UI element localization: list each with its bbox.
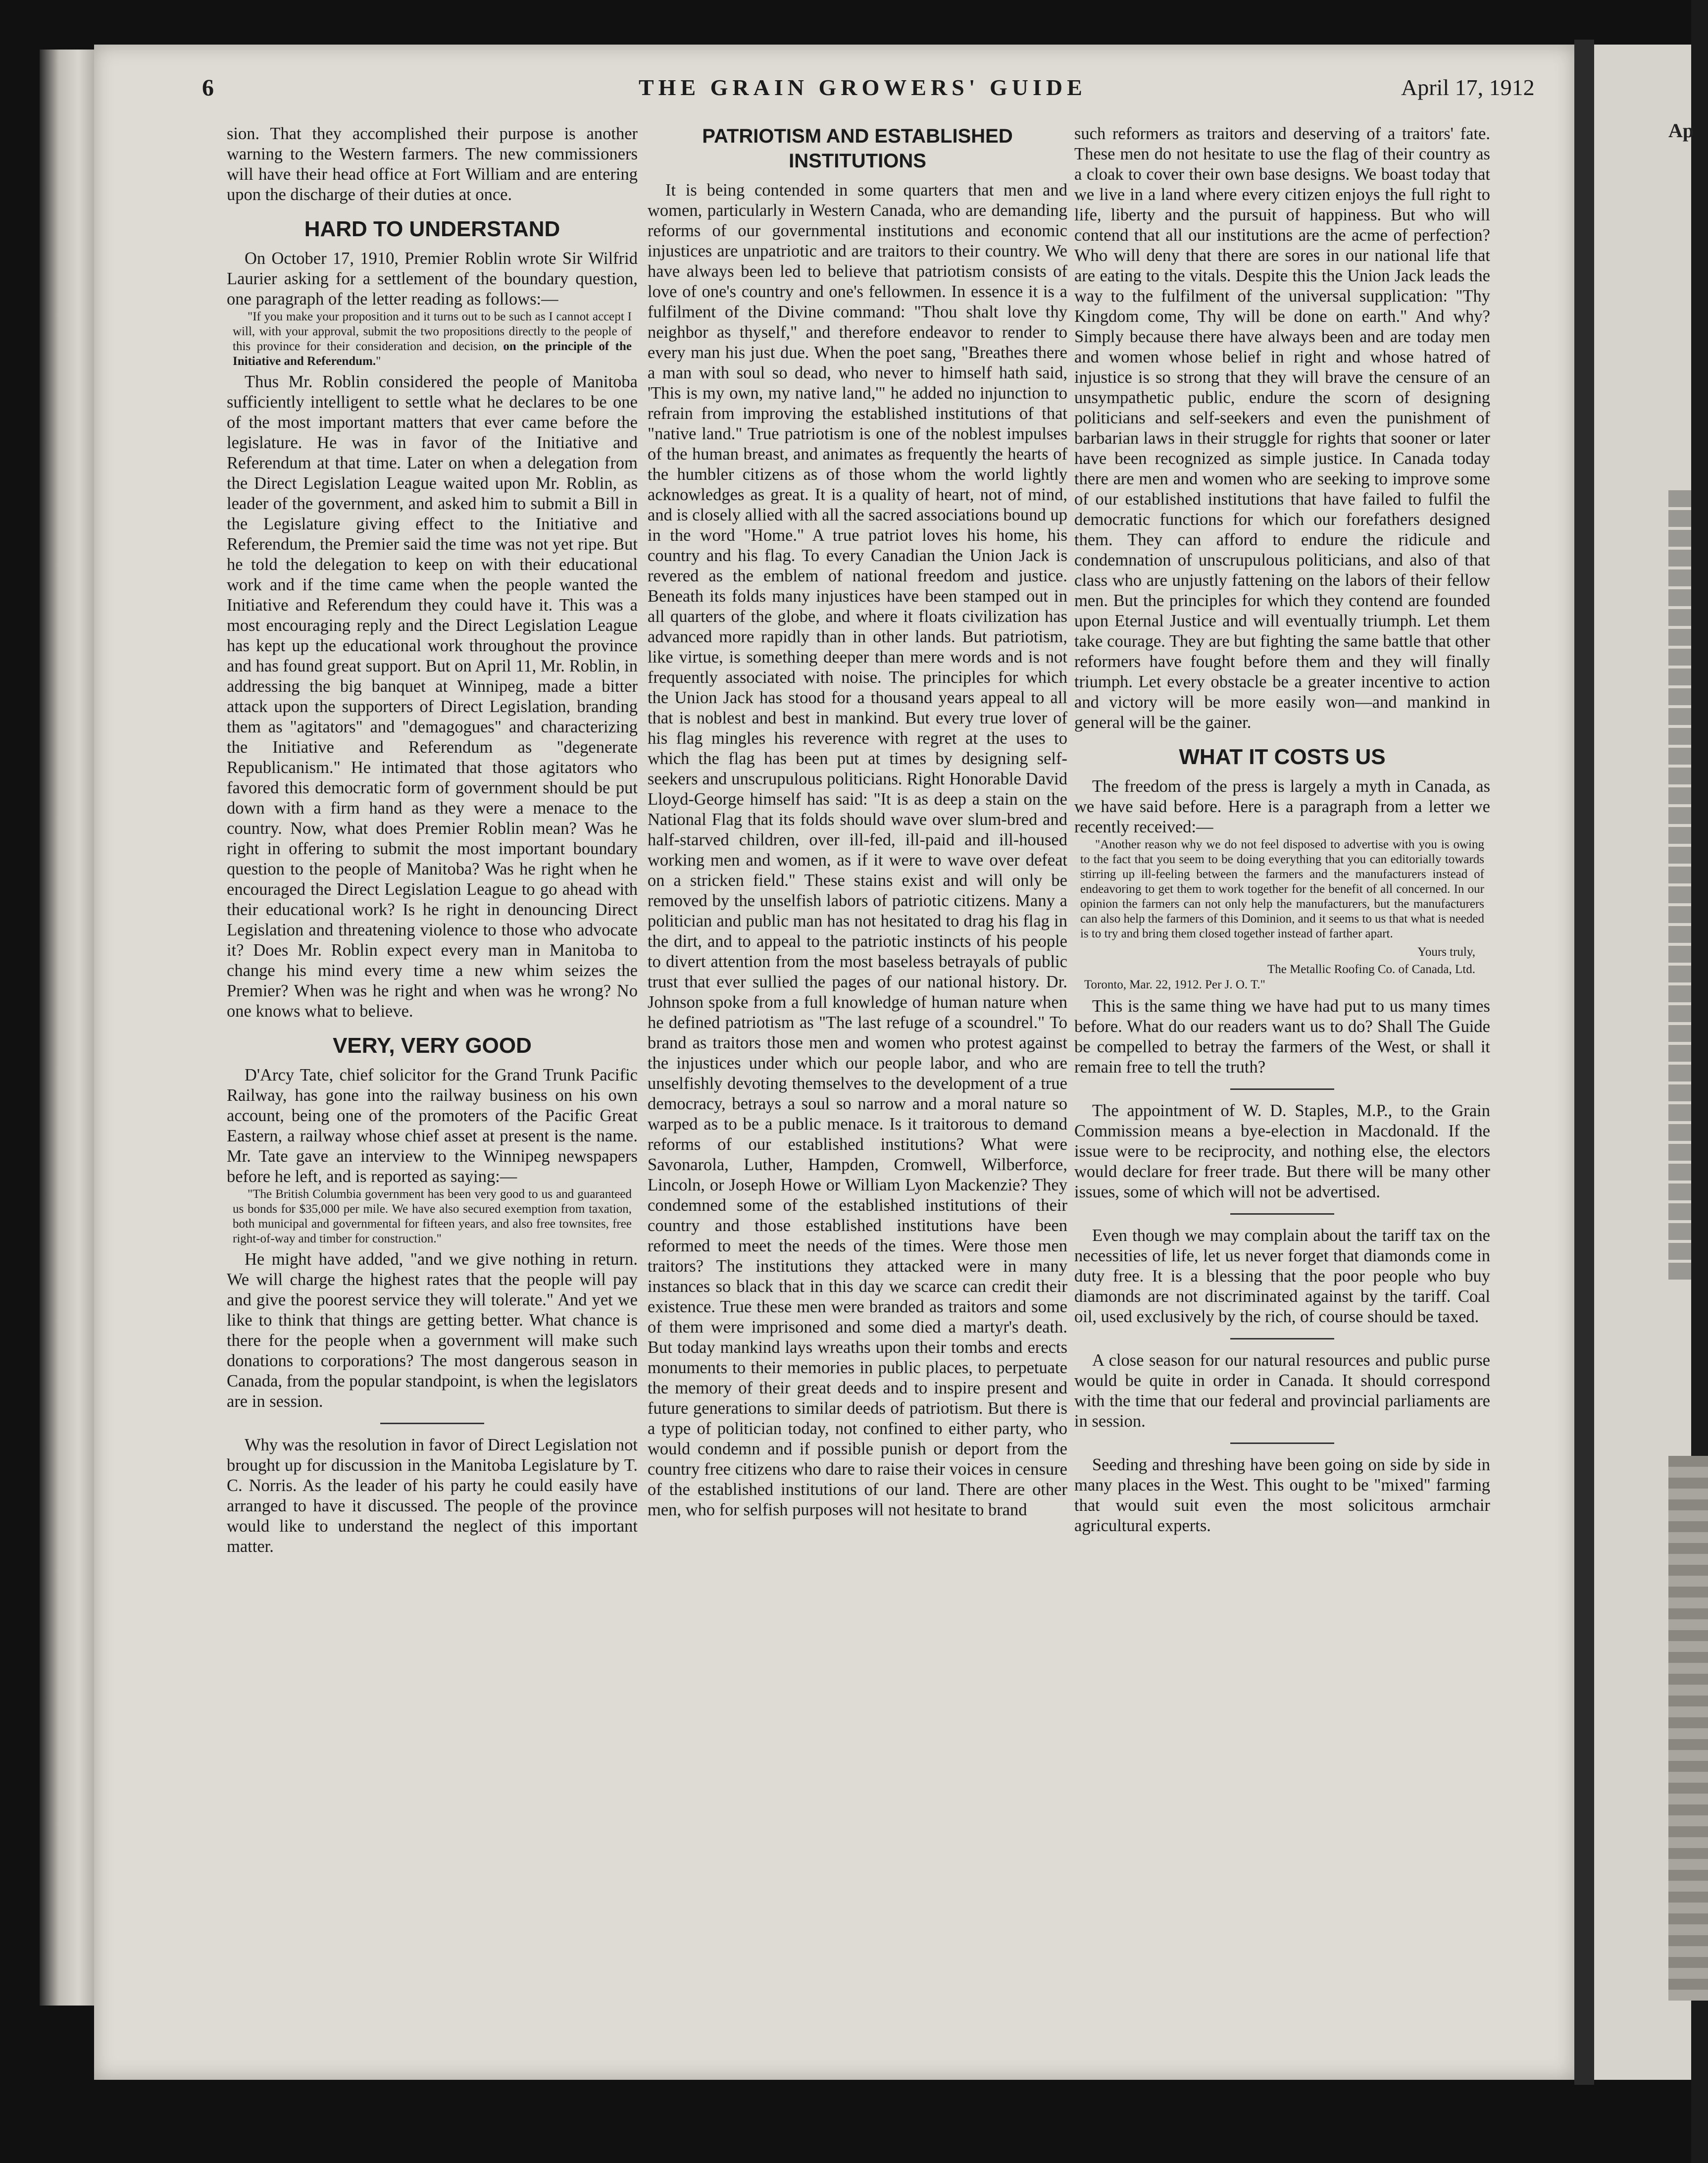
paragraph: The appointment of W. D. Staples, M.P., to the Grain Commission means a bye-election in Macdonald. If the issue were to be reciprocity, and nothing else, the electors would declare for freer trade. But there will be many other issues, some of which will not be advertised. [1074, 1101, 1490, 1201]
block-quote: "The British Columbia government has been very good to us and guaranteed us bonds for $35,000 per mile. We have also secured exemption from taxation, both municipal and governmental for fifteen years, and also free townsites, free right-of-way and timber for construction." [233, 1187, 632, 1245]
column-2 [648, 124, 1067, 1520]
issue-date: April 17, 1912 [1401, 75, 1535, 100]
headline-hard-to-understand: HARD TO UNDERSTAND [304, 217, 560, 241]
section-divider [1230, 1442, 1334, 1444]
letter-closing: Yours truly, [1417, 945, 1475, 959]
block-quote [233, 309, 632, 369]
headline-patriotism: PATRIOTISM AND ESTABLISHED INSTITUTIONS [702, 125, 1013, 172]
headline-very-very-good: VERY, VERY GOOD [333, 1033, 532, 1058]
adjacent-page-photo-fragment [1668, 1456, 1708, 2001]
paragraph: Even though we may complain about the tariff tax on the necessities of life, let us never forget that diamonds come in duty free. It is a blessing that the poor people who buy diamonds are not discriminated against by the tariff. Coal oil, used exclusively by the rich, of course should be taxed. [1074, 1226, 1490, 1326]
paragraph: Thus Mr. Roblin considered the people of Manitoba sufficiently intelligent to settle what he declares to be one of the most important matters that ever came before the legislature. He was in favor of the Initiative and Referendum at that time. Later on when a delegation from the Direct Legislation League waited upon Mr. Roblin, as leader of the government, and asked him to submit a Bill in the Legislature giving effect to the Initiative and Referendum, the Premier said the time was not yet ripe. But he told the delegation to keep on with their educational work and if the time came when the people wanted the Initiative and Referendum they could have it. This was a most encouraging reply and the Direct Legislation League has kept up the educational work throughout the province and has found great support. But on April 11, Mr. Roblin, in addressing the big banquet at Winnipeg, made a bitter attack upon the supporters of Direct Legislation, branding them as "agitators" and "demagogues" and characterizing the Initiative and Referendum as "degenerate Republicanism." He intimated that those agitators who favored this democratic form of government should be put down with a firm hand as they were a menace to the country. Now, what does Premier Roblin mean? Was he right in offering to submit the most important boundary question to the people of Manitoba? Was he right when he encouraged the Direct Legislation League to go ahead with their educational work? Is he right in denouncing Direct Legislation and threatening violence to those who advocate it? Does Mr. Roblin expect every man in Manitoba to change his mind every time a new whim seizes the Premier? When was he right and when was he wrong? No one knows what to believe. [227, 372, 638, 1021]
letter-company: The Metallic Roofing Co. of Canada, Ltd. [1267, 963, 1475, 976]
block-quote: "Another reason why we do not feel disposed to advertise with you is owing to the fact that you seem to be doing everything that you can editorially towards stirring up ill-feeling between the farmers and the manufacturers instead of endeavoring to get them to work together for the benefit of all concerned. In our opinion the farmers can not only help the manufacturers, but the manufacturers can also help the farmers of this Dominion, and it seems to us that what is needed is to try and bring them closed together instead of farther apart. [1080, 838, 1484, 940]
paragraph: A close season for our natural resources and public purse would be quite in order in Canada. It should correspond with the time that our federal and provincial parliaments are in session. [1074, 1351, 1490, 1431]
page-gutter [1574, 40, 1594, 2085]
adjacent-page-edge [1594, 45, 1694, 2080]
column-1 [227, 124, 638, 1557]
page-number: 6 [202, 75, 214, 101]
section-divider [1230, 1338, 1334, 1339]
newspaper-page [94, 45, 1574, 2080]
quote-bold-text: on the principle of the Initiative and Referendum. [233, 340, 632, 368]
paragraph: This is the same thing we have had put to us many times before. What do our readers want us to do? Shall The Guide be compelled to betray the farmers of the West, or shall it remain free to tell the truth? [1074, 997, 1490, 1077]
section-divider [380, 1423, 484, 1424]
paragraph: It is being contended in some quarters that men and women, particularly in Western Canada, who are demanding reforms of our governmental institutions and economic injustices are unpatriotic and are traitors to their country. We have always been led to believe that patriotism consists of love of one's country and one's fellowmen. In essence it is a fulfilment of the Divine command: "Thou shalt love thy neighbor as thyself," and therefore endeavor to render to every man his just due. When the poet sang, "Breathes there a man with soul so dead, who never to himself hath said, 'This is my own, my native land,'" he added no injunction to refrain from improving the established institutions of that "native land." True patriotism is one of the noblest impulses of the human breast, and animates as frequently the hearts of the humbler citizens as of those whom the world lightly acknowledges as great. It is a quality of heart, not of mind, and is closely allied with all the sacred associations bound up in the word "Home." A true patriot loves his home, his country and his flag. To every Canadian the Union Jack is revered as the emblem of national freedom and justice. Beneath its folds many injustices have been stamped out in all quarters of the globe, and where it floats civilization has advanced more rapidly than in other lands. But patriotism, like virtue, is something deeper than mere words and is not frequently associated with noise. The principles for which the Union Jack has stood for a thousand years appeal to all that is noblest and best in mankind. But every true lover of his flag mingles his reverence with regret at the uses to which the flag has been put at times by designing self-seekers and unscrupulous politicians. Right Honorable David Lloyd-George himself has said: "It is as deep a stain on the National Flag that its folds should wave over slum-bred and half-starved children, over ill-fed, ill-paid and ill-housed working men and women, as if it were to wave over defeat on a stricken field." These stains exist and will only be removed by the unselfish labors of patriotic citizens. Many a politician and public man has not hesitated to drag his flag in the dirt, and to appeal to the patriotic instincts of his people to divert attention from the most baseless betrayals of public trust that ever sullied the pages of our national history. Dr. Johnson spoke from a full knowledge of human nature when he defined patriotism as "The last refuge of a scoundrel." To brand as traitors those men and women who protest against the injustices under which our people labor, and who are unselfishly devoting themselves to the development of a true democracy, betrays a soul so narrow and a moral nature so warped as to be a public menace. Is it traitorous to demand reforms of our established institutions? What were Savonarola, Luther, Hampden, Cromwell, Wilberforce, Lincoln, or Joseph Howe or William Lyon Mackenzie? They condemned some of the established institutions of their country and those established institutions have been reformed to meet the needs of the times. Were those men traitors? The institutions they attacked were in many instances so black that in this day we scarce can credit their existence. True these men were branded as traitors and some of them were imprisoned and some died a martyr's death. But today mankind lays wreaths upon their tombs and erects monuments to their memories in public places, to perpetuate the memory of their great deeds and to inspire present and future generations to similar deeds of patriotism. But there is a type of politician today, not confined to either party, who would condemn and if possible punish or deport from the country free citizens who dare to raise their voices in censure of the established institutions of our land. There are other men, who for selfish purposes will not hesitate to brand [648, 181, 1067, 1519]
column-3 [1074, 124, 1490, 1536]
letter-place-date: Toronto, Mar. 22, 1912. Per J. O. T." [1084, 978, 1265, 991]
paragraph: Seeding and threshing have been going on side by side in many places in the West. This ought to be "mixed" farming that would suit even the most solicitous armchair agricultural experts. [1074, 1455, 1490, 1535]
intro-paragraph: sion. That they accomplished their purpose is another warning to the Western farmers. The new commissioners will have their head office at Fort William and are entering upon the discharge of their duties at once. [227, 124, 638, 204]
paragraph: On October 17, 1910, Premier Roblin wrote Sir Wilfrid Laurier asking for a settlement of the boundary question, one paragraph of the letter reading as follows:— [227, 249, 638, 309]
paragraph: such reformers as traitors and deserving of a traitors' fate. These men do not hesitate to use the flag of their country as a cloak to cover their own base designs. We boast today that we live in a land where every citizen enjoys the full right to life, liberty and the pursuit of happiness. But who will contend that all our institutions are the acme of perfection? Who will deny that there are sores in our national life that are eating to the vitals. Despite this the Union Jack leads the way to the fulfilment of the universal supplication: "Thy Kingdom come, Thy will be done on earth." And why? Simply because there have always been and are today men and women whose belief in right and whose hatred of injustice is so strong that they will brave the censure of an unsympathetic public, endure the scorn of designing politicians and self-seekers and even the punishment of barbarian laws in their struggle for rights that sooner or later have been recognized as simple justice. In Canada today there are men and women who are seeking to improve some of our established institutions that have failed to fulfil the democratic functions for which our forefathers designed them. They can afford to endure the ridicule and condemnation of unscrupulous politicians, and also of that class who are unjustly fattening on the labors of their fellow men. But the principles for which they contend are founded upon Eternal Justice and will eventually triumph. Let them take courage. They are but fighting the same battle that other reformers have fought before them and they will finally triumph. Let every obstacle be a greater incentive to action and victory will be more easily won—and mankind in general will be the gainer. [1074, 124, 1490, 732]
paragraph: D'Arcy Tate, chief solicitor for the Grand Trunk Pacific Railway, has gone into the railway business on his own account, being one of the promoters of the Pacific Great Eastern, a railway whose chief asset at present is the name. Mr. Tate gave an interview to the Winnipeg newspapers before he left, and is reported as saying:— [227, 1066, 638, 1186]
journal-title: THE GRAIN GROWERS' GUIDE [639, 75, 1087, 100]
quote-end: " [376, 355, 381, 368]
section-divider [1230, 1213, 1334, 1215]
paragraph: Why was the resolution in favor of Direct Legislation not brought up for discussion in the Manitoba Legislature by T. C. Norris. As the leader of his party he could easily have arranged to have it discussed. The people of the province would like to understand the neglect of this important matter. [227, 1436, 638, 1556]
paragraph: The freedom of the press is largely a myth in Canada, as we have said before. Here is a paragraph from a letter we recently received:— [1074, 777, 1490, 836]
paragraph: He might have added, "and we give nothing in return. We will charge the highest rates that the people will pay and give the poorest service they will tolerate." And yet we like to think that things are getting better. What chance is there for the people when a government will make such donations to corporations? The most dangerous season in Canada, from the popular standpoint, is when the legislators are in session. [227, 1250, 638, 1411]
page-header [94, 74, 1574, 114]
section-divider [1230, 1088, 1334, 1090]
quote-text: "If you make your proposition and it turns out to be such as I cannot accept I will, with your approval, submit the two propositions directly to the people of this province for their consideration and decision, [233, 310, 632, 353]
adjacent-page-text-fragment [1668, 490, 1698, 1283]
adjacent-page-header: Ap [1668, 119, 1694, 142]
headline-what-it-costs-us: WHAT IT COSTS US [1179, 745, 1386, 769]
